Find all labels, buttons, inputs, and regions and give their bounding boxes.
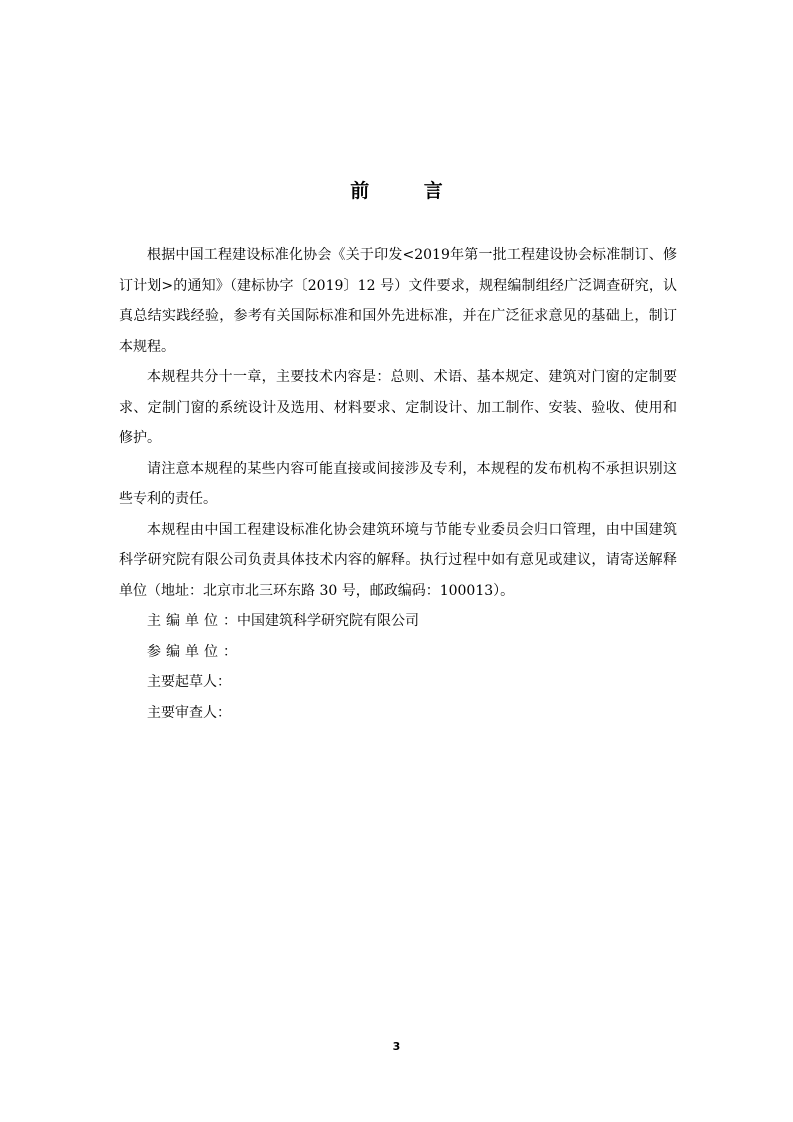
chief-unit-label: 主编单位 [147, 613, 223, 629]
paragraph-contents: 本规程共分十一章，主要技术内容是：总则、术语、基本规定、建筑对门窗的定制要求、定制门窗的系统设计及选用、材料要求、定制设计、加工制作、安装、验收、使用和修护。 [119, 369, 677, 446]
main-reviewers-line [119, 698, 677, 729]
participating-units-line [119, 637, 677, 668]
chief-unit-line [119, 606, 677, 637]
main-drafters-line [119, 667, 677, 698]
participating-units-label: 参编单位 [147, 643, 223, 660]
page-number: 3 [392, 1040, 401, 1053]
main-drafters-label: 主要起草人： [147, 674, 231, 690]
page-title: 前 言 [350, 180, 467, 202]
participating-units-colon: ： [223, 643, 237, 660]
paragraph-patent-notice: 请注意本规程的某些内容可能直接或间接涉及专利，本规程的发布机构不承担识别这些专利的责任。 [119, 460, 677, 507]
paragraph-basis: 根据中国工程建设标准化协会《关于印发<2019年第一批工程建设协会标准制订、修订计划>的通知》（建标协字〔2019〕12 号）文件要求，规程编制组经广泛调查研究，认真总结实践经验，参考有关国际标准和国外先进标准，并在广泛征求意见的基础上，制订本规程。 [119, 247, 677, 355]
main-reviewers-label: 主要审查人： [147, 704, 231, 721]
chief-unit-colon: ： [223, 613, 237, 629]
chief-unit-value: 中国建筑科学研究院有限公司 [237, 613, 419, 629]
paragraph-management: 本规程由中国工程建设标准化协会建筑环境与节能专业委员会归口管理，由中国建筑科学研究院有限公司负责具体技术内容的解释。执行过程中如有意见或建议，请寄送解释单位（地址：北京市北三环东路 30 号，邮政编码：100013）。 [119, 521, 677, 599]
preface-body [119, 240, 677, 728]
